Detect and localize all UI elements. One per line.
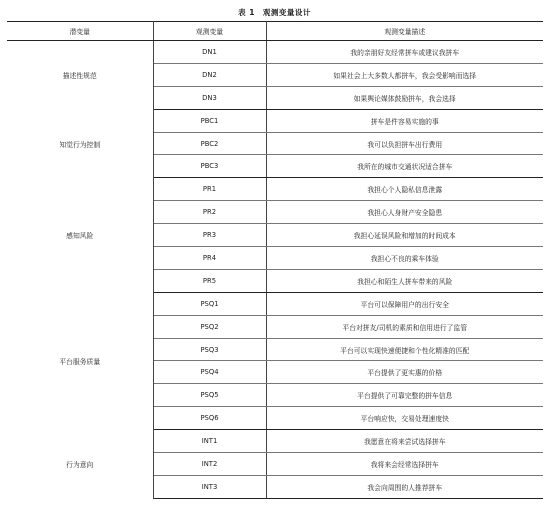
header-description: 观测变量描述: [266, 22, 543, 41]
observed-variable-cell: PSQ2: [153, 315, 266, 338]
latent-variable-cell: 描述性规范: [7, 41, 153, 110]
description-cell: 我担心和陌生人拼车带来的风险: [266, 269, 543, 292]
description-cell: 平台可以保障用户的出行安全: [266, 292, 543, 315]
observed-variable-cell: PSQ5: [153, 384, 266, 407]
observed-variable-cell: PBC2: [153, 132, 266, 155]
observed-variable-cell: DN3: [153, 86, 266, 109]
description-cell: 我担心人身财产安全隐患: [266, 201, 543, 224]
variable-design-table: [7, 21, 543, 499]
observed-variable-cell: PSQ6: [153, 407, 266, 430]
header-latent-variable: 潜变量: [7, 22, 153, 41]
description-cell: 我担心个人隐私信息泄露: [266, 178, 543, 201]
observed-variable-cell: INT2: [153, 453, 266, 476]
observed-variable-cell: PR2: [153, 201, 266, 224]
header-observed-variable: 观测变量: [153, 22, 266, 41]
table-caption: 表 1 观测变量设计: [238, 8, 311, 17]
description-cell: 如果舆论媒体鼓励拼车，我会选择: [266, 86, 543, 109]
description-cell: 平台可以实现快速便捷和个性化精准的匹配: [266, 338, 543, 361]
latent-variable-cell: 平台服务质量: [7, 292, 153, 429]
observed-variable-cell: PR1: [153, 178, 266, 201]
observed-variable-cell: PR5: [153, 269, 266, 292]
table-row: [7, 109, 543, 132]
observed-variable-cell: PR3: [153, 224, 266, 247]
observed-variable-cell: PR4: [153, 247, 266, 270]
description-cell: 我担心延误风险和增加的时间成本: [266, 224, 543, 247]
table-row: [7, 178, 543, 201]
observed-variable-cell: PSQ3: [153, 338, 266, 361]
observed-variable-cell: PSQ4: [153, 361, 266, 384]
observed-variable-cell: INT1: [153, 430, 266, 453]
observed-variable-cell: INT3: [153, 475, 266, 498]
description-cell: 我的亲朋好友经常拼车或建议我拼车: [266, 41, 543, 64]
observed-variable-cell: PSQ1: [153, 292, 266, 315]
description-cell: 我会向周围的人推荐拼车: [266, 475, 543, 498]
description-cell: 拼车是件容易实施的事: [266, 109, 543, 132]
description-cell: 我将来会经常选择拼车: [266, 453, 543, 476]
observed-variable-cell: DN1: [153, 41, 266, 64]
description-cell: 平台对拼友/司机的素质和信用进行了监管: [266, 315, 543, 338]
latent-variable-cell: 感知风险: [7, 178, 153, 292]
description-cell: 我所在的城市交通状况适合拼车: [266, 155, 543, 178]
table-row: [7, 292, 543, 315]
observed-variable-cell: PBC3: [153, 155, 266, 178]
description-cell: 平台提供了更实惠的价格: [266, 361, 543, 384]
description-cell: 我愿意在将来尝试选择拼车: [266, 430, 543, 453]
latent-variable-cell: 知觉行为控制: [7, 109, 153, 178]
table-row: [7, 430, 543, 453]
description-cell: 平台响应快，交易处理速度快: [266, 407, 543, 430]
observed-variable-cell: DN2: [153, 63, 266, 86]
table-row: [7, 41, 543, 64]
description-cell: 我可以负担拼车出行费用: [266, 132, 543, 155]
table-header-row: [7, 22, 543, 41]
description-cell: 我担心不良的乘车体验: [266, 247, 543, 270]
description-cell: 如果社会上大多数人都拼车，我会受影响而选择: [266, 63, 543, 86]
latent-variable-cell: 行为意向: [7, 430, 153, 499]
description-cell: 平台提供了可靠完整的拼车信息: [266, 384, 543, 407]
observed-variable-cell: PBC1: [153, 109, 266, 132]
table-body: [7, 41, 543, 499]
